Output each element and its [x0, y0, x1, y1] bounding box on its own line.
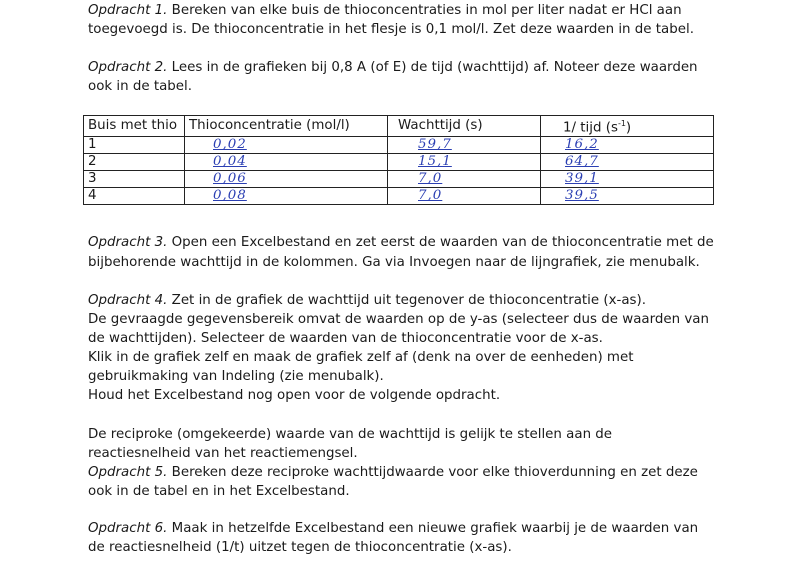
cell-recip: 16,2	[541, 137, 714, 154]
assignment-2-line1: Opdracht 2. Lees in de grafieken bij 0,8 A (of E) de tijd (wachttijd) af. Noteer deze waarden	[88, 60, 698, 75]
assignment-1-line1: Opdracht 1. Bereken van elke buis de thioconcentraties in mol per liter nadat er HCl aan	[88, 3, 682, 18]
table-row	[84, 188, 714, 205]
cell-tijd: 59,7	[388, 137, 541, 154]
cell-conc: 0,06	[185, 171, 388, 188]
cell-buis: 2	[84, 154, 185, 171]
table-header-row	[84, 116, 714, 137]
cell-recip: 39,1	[541, 171, 714, 188]
cell-buis: 4	[84, 188, 185, 205]
assignment-5-line1: Opdracht 5. Bereken deze reciproke wachttijdwaarde voor elke thioverdunning en zet deze	[88, 465, 698, 480]
assignment-4-line3: de wachttijden). Selecteer de waarden van de thioconcentratie voor de x-as.	[88, 331, 603, 346]
col-header-recip: 1/ tijd $(s^{-1})$	[541, 116, 714, 137]
assignment-6-line2: de reactiesnelheid (1/t) uitzet tegen de thioconcentratie (x-as).	[88, 540, 512, 555]
col-header-conc: Thioconcentratie (mol/l)	[185, 116, 388, 137]
assignment-5-line2: ook in de tabel en in het Excelbestand.	[88, 484, 350, 499]
cell-conc: 0,08	[185, 188, 388, 205]
assignment-6-line1: Opdracht 6. Maak in hetzelfde Excelbestand een nieuwe grafiek waarbij je de waarden van	[88, 521, 699, 536]
table-row	[84, 137, 714, 154]
assignment-1-line2: toegevoegd is. De thioconcentratie in het flesje is 0,1 mol/l. Zet deze waarden in de tabel.	[88, 22, 694, 37]
assignment-4-line6: Houd het Excelbestand nog open voor de volgende opdracht.	[88, 388, 501, 403]
cell-buis: 1	[84, 137, 185, 154]
col-header-tijd: Wachttijd (s)	[388, 116, 541, 137]
cell-buis: 3	[84, 171, 185, 188]
cell-recip: 39,5	[541, 188, 714, 205]
table-row	[84, 171, 714, 188]
cell-recip: 64,7	[541, 154, 714, 171]
assignment-3-line1: Opdracht 3. Open een Excelbestand en zet eerst de waarden van de thioconcentratie met de	[88, 235, 714, 250]
col-header-buis: Buis met thio	[84, 116, 185, 137]
assignment-4-line2: De gevraagde gegevensbereik omvat de waarden op de y-as (selecteer dus de waarden van	[88, 312, 709, 327]
assignment-3-line2: bijbehorende wachttijd in de kolommen. Ga via Invoegen naar de lijngrafiek, zie menubalk.	[88, 255, 700, 270]
cell-conc: 0,02	[185, 137, 388, 154]
results-table	[83, 115, 714, 205]
cell-tijd: 7,0	[388, 171, 541, 188]
cell-conc: 0,04	[185, 154, 388, 171]
reciprocal-note-line1: De reciproke (omgekeerde) waarde van de wachttijd is gelijk te stellen aan de	[88, 427, 613, 442]
reciprocal-note-line2: reactiesnelheid van het reactiemengsel.	[88, 446, 358, 461]
table-row	[84, 154, 714, 171]
cell-tijd: 15,1	[388, 154, 541, 171]
assignment-4-line1: Opdracht 4. Zet in de grafiek de wachttijd uit tegenover de thioconcentratie (x-as).	[88, 293, 647, 308]
assignment-4-line5: gebruikmaking van Indeling (zie menubalk).	[88, 369, 384, 384]
cell-tijd: 7,0	[388, 188, 541, 205]
assignment-4-line4: Klik in de grafiek zelf en maak de grafiek zelf af (denk na over de eenheden) met	[88, 350, 634, 365]
assignment-2-line2: ook in de tabel.	[88, 79, 193, 94]
